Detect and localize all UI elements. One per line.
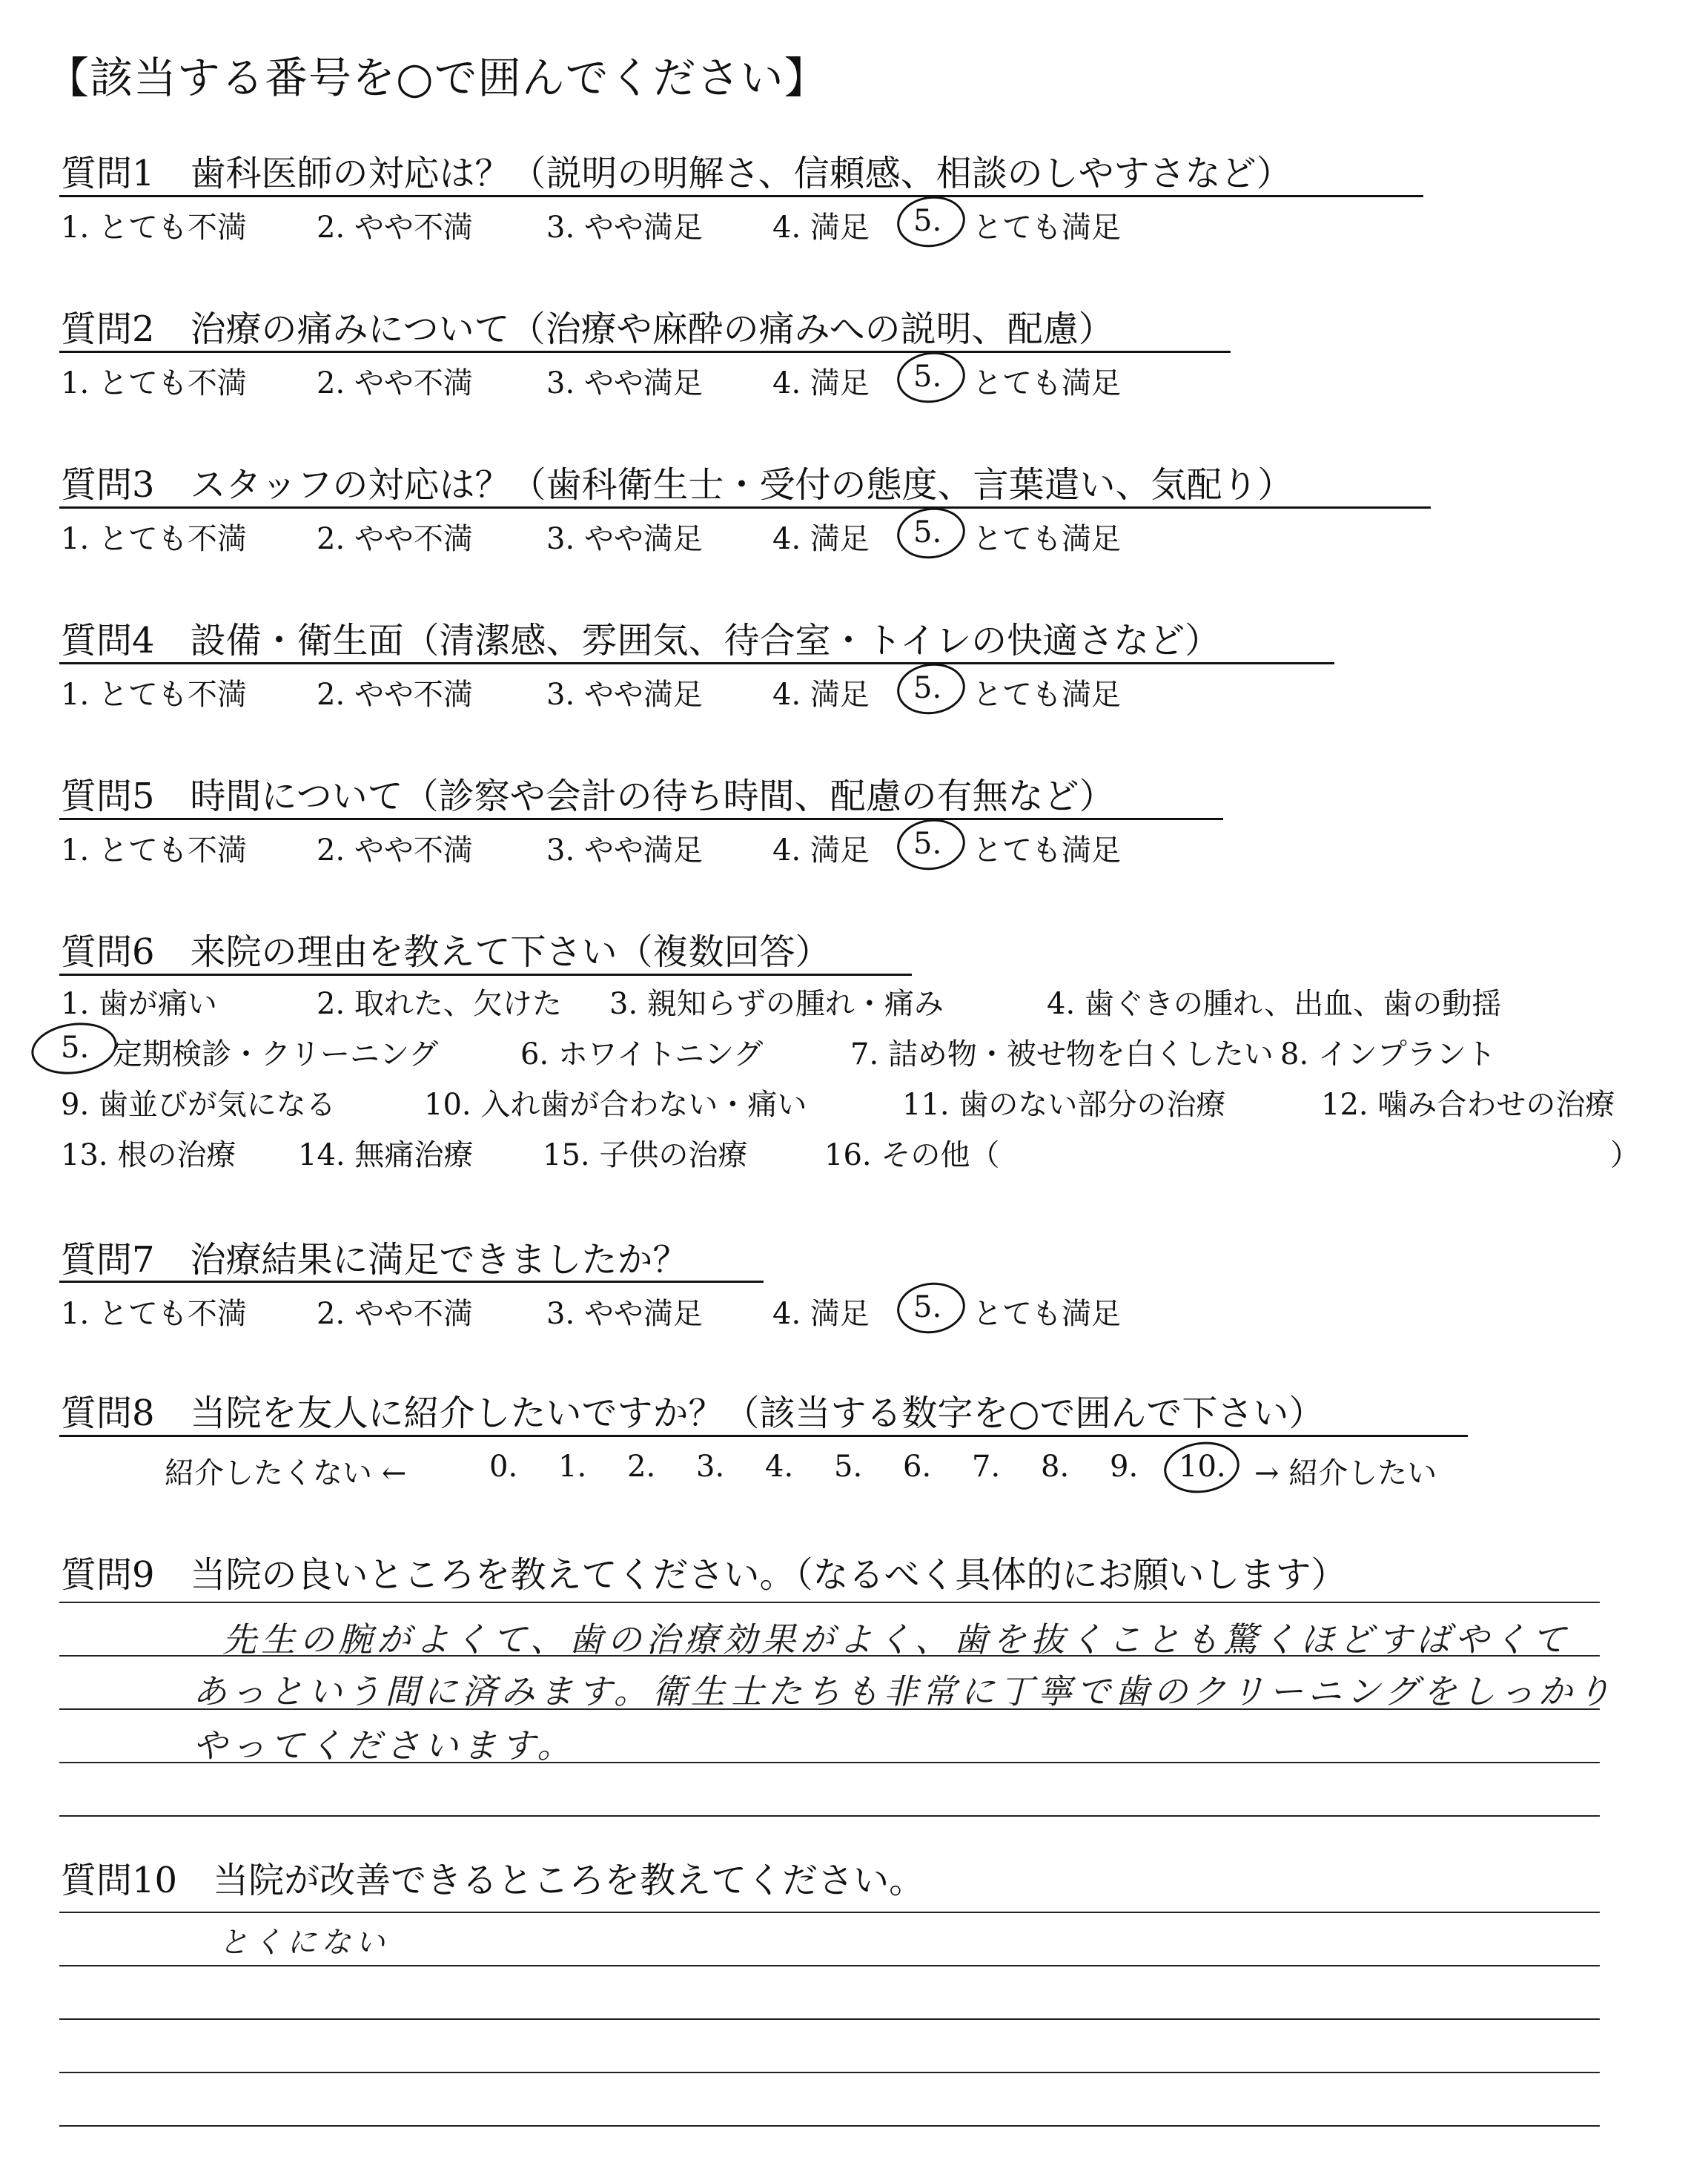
question-10-title: 質問10 当院が改善できるところを教えてください。 xyxy=(61,1860,925,1901)
q3-option-5[interactable]: 5. xyxy=(913,515,942,549)
q6-option[interactable]: 14. 無痛治療 xyxy=(298,1138,474,1172)
q2-option-4[interactable]: 4. 満足 xyxy=(772,366,870,400)
question-4-title: 質問4 設備・衛生面（清潔感、雰囲気、待合室・トイレの快適さなど） xyxy=(61,620,1221,661)
q6-option[interactable]: 7. 詰め物・被せ物を白くしたい xyxy=(850,1037,1274,1071)
question-2-title: 質問2 治療の痛みについて（治療や麻酔の痛みへの説明、配慮） xyxy=(61,308,1114,350)
question-3-title: 質問3 スタッフの対応は？（歯科衛生士・受付の態度、言葉遣い、気配り） xyxy=(61,464,1294,506)
q1-option-4[interactable]: 4. 満足 xyxy=(772,211,870,245)
q1-option-2[interactable]: 2. やや不満 xyxy=(317,211,473,245)
answer-line xyxy=(59,1912,1600,1913)
question-1-title: 質問1 歯科医師の対応は？（説明の明解さ、信頼感、相談のしやすさなど） xyxy=(61,153,1292,194)
q8-right-label: → 紹介したい xyxy=(1254,1456,1437,1490)
q4-option-1[interactable]: 1. とても不満 xyxy=(61,678,247,712)
q5-option-2[interactable]: 2. やや不満 xyxy=(317,833,473,868)
q5-option-3[interactable]: 3. やや満足 xyxy=(546,833,703,868)
q2-option-1[interactable]: 1. とても不満 xyxy=(61,366,247,400)
question-7-underline xyxy=(59,1281,764,1283)
q4-option-3[interactable]: 3. やや満足 xyxy=(546,678,703,712)
question-3-underline xyxy=(59,506,1431,509)
q6-option-selected[interactable]: 5. xyxy=(61,1031,90,1065)
answer-line xyxy=(59,1815,1600,1817)
q10-answer: とくにない xyxy=(219,1926,389,1960)
q6-option[interactable]: 3. 親知らずの腫れ・痛み xyxy=(609,987,944,1021)
q5-option-6: とても満足 xyxy=(973,833,1121,868)
q4-option-5[interactable]: 5. xyxy=(913,671,942,705)
q4-option-4[interactable]: 4. 満足 xyxy=(772,678,870,712)
question-6-title: 質問6 来院の理由を教えて下さい（複数回答） xyxy=(61,931,831,973)
q6-option[interactable]: 8. インプラント xyxy=(1280,1037,1496,1071)
question-9-title: 質問9 当院の良いところを教えてください。（なるべく具体的にお願いします） xyxy=(61,1554,1347,1596)
q5-option-1[interactable]: 1. とても不満 xyxy=(61,833,247,868)
q8-number-6[interactable]: 6. xyxy=(903,1450,932,1484)
q6-option[interactable]: 16. その他（ xyxy=(824,1138,1000,1172)
selection-circle xyxy=(894,503,969,563)
question-8-underline xyxy=(59,1435,1468,1437)
question-4-underline xyxy=(59,662,1334,664)
q1-option-6: とても満足 xyxy=(973,211,1121,245)
q7-option-6: とても満足 xyxy=(973,1297,1121,1331)
answer-line xyxy=(59,1602,1600,1603)
q6-option[interactable]: 10. 入れ歯が合わない・痛い xyxy=(424,1088,807,1122)
q8-number-9[interactable]: 9. xyxy=(1110,1450,1139,1484)
q9-answer-line-3: やってくださいます。 xyxy=(193,1725,576,1766)
q8-left-label: 紹介したくない ← xyxy=(165,1456,407,1490)
answer-line xyxy=(59,1965,1600,1966)
selection-circle xyxy=(894,815,969,874)
selection-circle xyxy=(28,1017,120,1079)
q9-answer-line-1: 先生の腕がよくて、歯の治療効果がよく、歯を抜くことも驚くほどすばやくて xyxy=(222,1619,1571,1659)
q6-option[interactable]: 1. 歯が痛い xyxy=(61,987,217,1021)
selection-circle xyxy=(894,348,969,407)
selection-circle xyxy=(894,192,969,251)
q7-option-5[interactable]: 5. xyxy=(913,1290,942,1324)
question-8-title: 質問8 当院を友人に紹介したいですか？（該当する数字を○で囲んで下さい） xyxy=(61,1393,1325,1434)
question-6-underline xyxy=(59,974,912,976)
q5-option-5[interactable]: 5. xyxy=(913,827,942,861)
q1-option-1[interactable]: 1. とても不満 xyxy=(61,211,247,245)
q8-number-0[interactable]: 0. xyxy=(489,1450,518,1484)
q4-option-6: とても満足 xyxy=(973,678,1121,712)
q6-option[interactable]: 2. 取れた、欠けた xyxy=(317,987,562,1021)
selection-circle xyxy=(1161,1437,1242,1498)
q8-number-7[interactable]: 7. xyxy=(972,1450,1001,1484)
q8-number-8[interactable]: 8. xyxy=(1041,1450,1070,1484)
q6-option-label: 定期検診・クリーニング xyxy=(113,1037,439,1071)
selection-circle xyxy=(894,659,969,719)
question-5-title: 質問5 時間について（診察や会計の待ち時間、配慮の有無など） xyxy=(61,776,1115,817)
q7-option-1[interactable]: 1. とても不満 xyxy=(61,1297,247,1331)
q8-number-5[interactable]: 5. xyxy=(834,1450,863,1484)
answer-line xyxy=(59,2072,1600,2073)
q1-option-5[interactable]: 5. xyxy=(913,204,942,238)
q8-number-3[interactable]: 3. xyxy=(696,1450,725,1484)
q6-option[interactable]: 9. 歯並びが気になる xyxy=(61,1088,336,1122)
question-7-title: 質問7 治療結果に満足できましたか？ xyxy=(61,1239,689,1281)
q2-option-3[interactable]: 3. やや満足 xyxy=(546,366,703,400)
q8-number-2[interactable]: 2. xyxy=(627,1450,656,1484)
q6-option[interactable]: 12. 噛み合わせの治療 xyxy=(1321,1088,1615,1122)
q7-option-4[interactable]: 4. 満足 xyxy=(772,1297,870,1331)
q7-option-2[interactable]: 2. やや不満 xyxy=(317,1297,473,1331)
question-1-underline xyxy=(59,195,1423,197)
q6-option[interactable]: 15. 子供の治療 xyxy=(543,1138,748,1172)
q3-option-6: とても満足 xyxy=(973,522,1121,556)
q2-option-5[interactable]: 5. xyxy=(913,360,942,394)
selection-circle xyxy=(894,1278,969,1338)
q1-option-3[interactable]: 3. やや満足 xyxy=(546,211,703,245)
page-title: 【該当する番号を○で囲んでください】 xyxy=(46,53,828,103)
q6-option[interactable]: 13. 根の治療 xyxy=(61,1138,236,1172)
q5-option-4[interactable]: 4. 満足 xyxy=(772,833,870,868)
q9-answer-line-2: あっという間に済みます。衛生士たちも非常に丁寧で歯のクリーニングをしっかり xyxy=(193,1671,1615,1711)
q3-option-4[interactable]: 4. 満足 xyxy=(772,522,870,556)
q6-other-close: ） xyxy=(1610,1138,1640,1172)
question-5-underline xyxy=(59,818,1223,820)
q7-option-3[interactable]: 3. やや満足 xyxy=(546,1297,703,1331)
q8-number-4[interactable]: 4. xyxy=(765,1450,794,1484)
answer-line xyxy=(59,2125,1600,2127)
q6-option[interactable]: 11. 歯のない部分の治療 xyxy=(902,1088,1226,1122)
q3-option-2[interactable]: 2. やや不満 xyxy=(317,522,473,556)
q3-option-3[interactable]: 3. やや満足 xyxy=(546,522,703,556)
q6-option[interactable]: 4. 歯ぐきの腫れ、出血、歯の動揺 xyxy=(1047,987,1502,1021)
answer-line xyxy=(59,2018,1600,2020)
q2-option-6: とても満足 xyxy=(973,366,1121,400)
q2-option-2[interactable]: 2. やや不満 xyxy=(317,366,473,400)
q3-option-1[interactable]: 1. とても不満 xyxy=(61,522,247,556)
q6-option[interactable]: 6. ホワイトニング xyxy=(520,1037,764,1071)
q8-number-1[interactable]: 1. xyxy=(558,1450,587,1484)
q8-number-10[interactable]: 10. xyxy=(1179,1450,1226,1484)
q4-option-2[interactable]: 2. やや不満 xyxy=(317,678,473,712)
question-2-underline xyxy=(59,351,1231,353)
